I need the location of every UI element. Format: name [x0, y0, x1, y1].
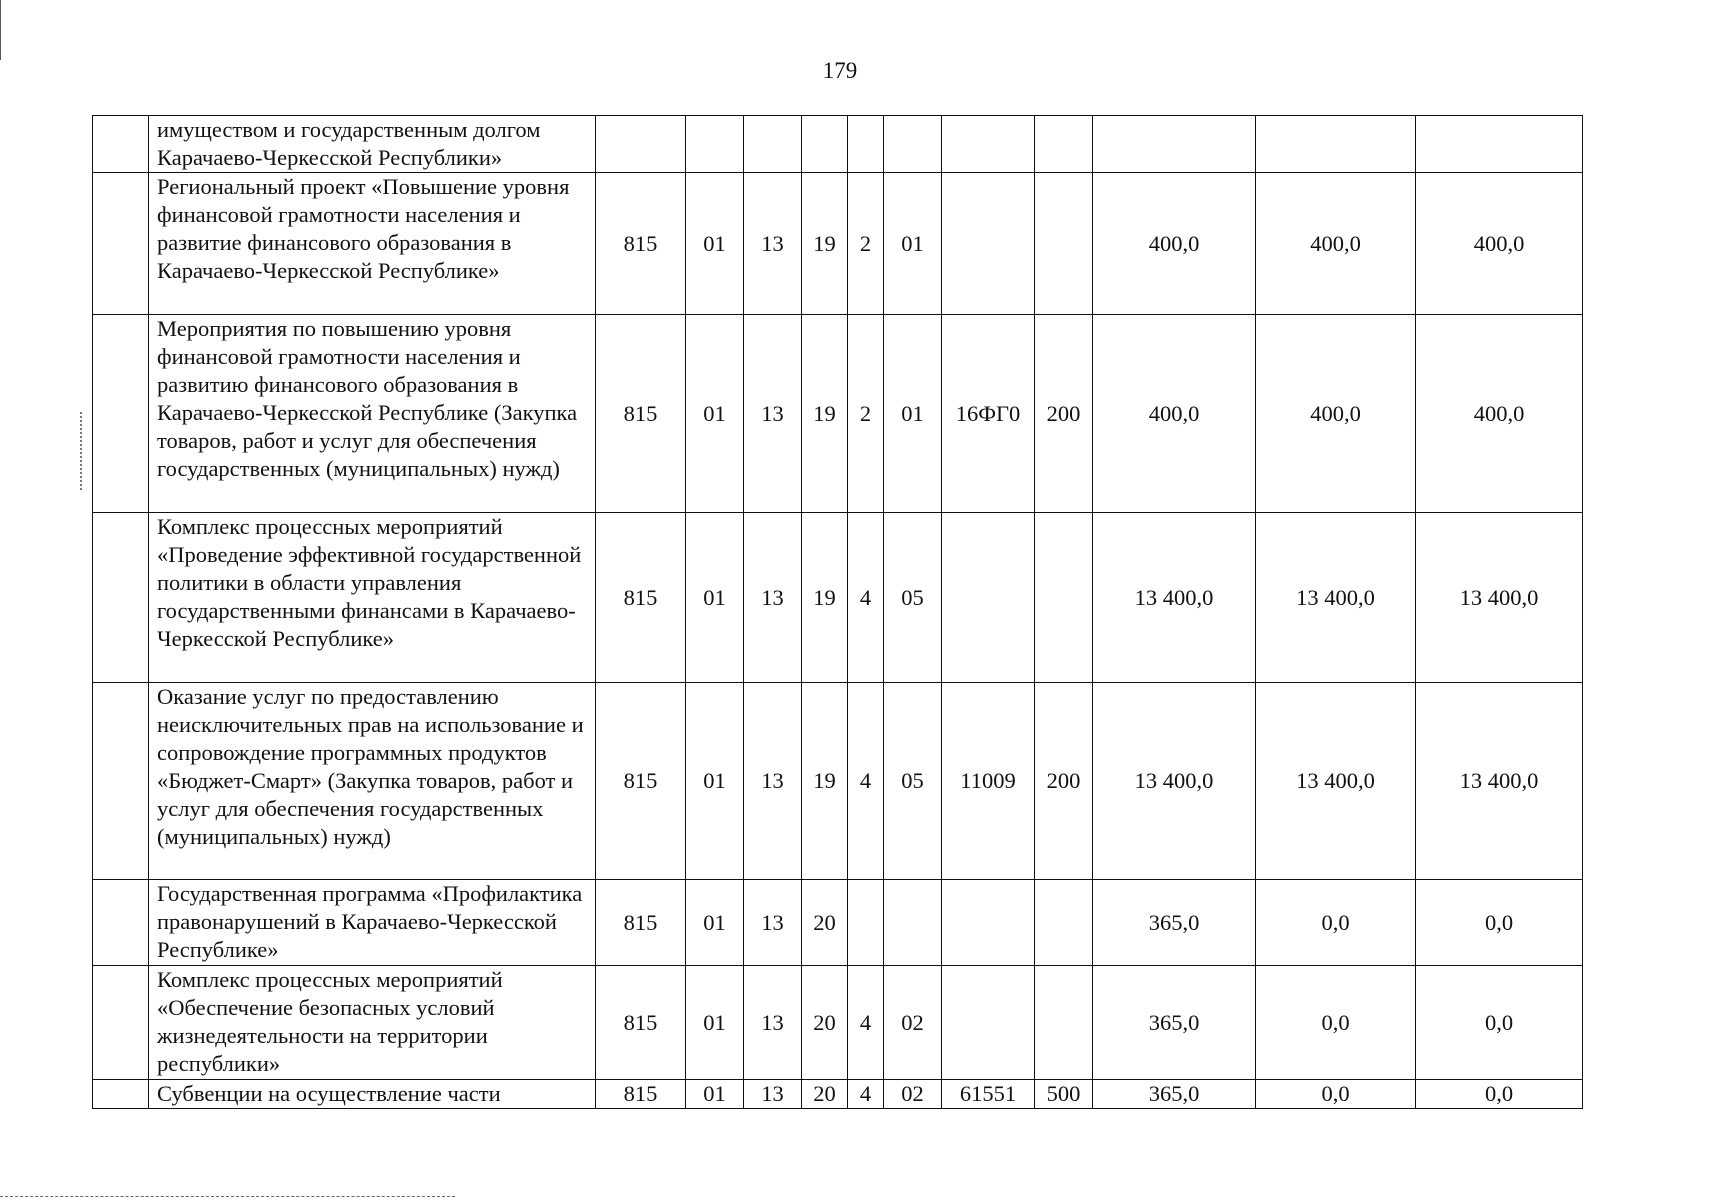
page-edge-line — [0, 0, 1, 60]
amount-cell: 0,0 — [1256, 880, 1416, 966]
code-cell: 13 — [744, 683, 802, 880]
table-row — [93, 966, 1583, 1080]
code-cell: 01 — [686, 1080, 744, 1109]
code-cell — [942, 880, 1035, 966]
row-name: Государственная программа «Профилактика правонарушений в Карачаево-Черкесской Республике» — [149, 880, 596, 966]
code-cell: 01 — [686, 683, 744, 880]
amount-cell: 0,0 — [1416, 966, 1583, 1080]
code-cell — [942, 966, 1035, 1080]
table-row — [93, 513, 1583, 683]
table-row — [93, 315, 1583, 513]
code-cell: 815 — [596, 173, 686, 315]
code-cell: 815 — [596, 1080, 686, 1109]
table-row — [93, 173, 1583, 315]
amount-cell: 400,0 — [1093, 173, 1256, 315]
amount-cell: 13 400,0 — [1416, 513, 1583, 683]
code-cell — [942, 116, 1035, 173]
code-cell — [1035, 173, 1093, 315]
code-cell — [884, 116, 942, 173]
code-cell: 2 — [848, 315, 884, 513]
code-cell: 05 — [884, 513, 942, 683]
code-cell: 19 — [802, 315, 848, 513]
amount-cell: 0,0 — [1416, 1080, 1583, 1109]
table-body — [93, 116, 1583, 1109]
row-name: Комплекс процессных мероприятий «Проведение эффективной государственной политики в области управления государственными финансами в Карачаево-Черкесской Республике» — [149, 513, 596, 683]
code-cell: 20 — [802, 880, 848, 966]
code-cell: 11009 — [942, 683, 1035, 880]
amount-cell: 400,0 — [1093, 315, 1256, 513]
code-cell — [802, 116, 848, 173]
index-cell — [93, 880, 149, 966]
index-cell — [93, 683, 149, 880]
amount-cell: 400,0 — [1416, 315, 1583, 513]
budget-table — [92, 115, 1583, 1109]
code-cell — [848, 880, 884, 966]
amount-cell: 13 400,0 — [1093, 683, 1256, 880]
code-cell: 4 — [848, 966, 884, 1080]
code-cell: 01 — [686, 966, 744, 1080]
amount-cell: 365,0 — [1093, 966, 1256, 1080]
code-cell: 4 — [848, 1080, 884, 1109]
amount-cell: 0,0 — [1416, 880, 1583, 966]
code-cell: 01 — [884, 315, 942, 513]
code-cell: 815 — [596, 966, 686, 1080]
code-cell: 815 — [596, 683, 686, 880]
code-cell: 200 — [1035, 683, 1093, 880]
row-name: имуществом и государственным долгом Карачаево-Черкесской Республики» — [149, 116, 596, 173]
footer-dashed-line — [0, 1196, 455, 1198]
code-cell: 13 — [744, 513, 802, 683]
code-cell: 815 — [596, 513, 686, 683]
code-cell — [942, 173, 1035, 315]
amount-cell — [1093, 116, 1256, 173]
amount-cell: 365,0 — [1093, 880, 1256, 966]
code-cell: 01 — [686, 315, 744, 513]
code-cell: 4 — [848, 683, 884, 880]
code-cell: 02 — [884, 1080, 942, 1109]
row-name: Оказание услуг по предоставлению неисключительных прав на использование и сопровождение программных продуктов «Бюджет-Смарт» (Закупка товаров, работ и услуг для обеспечения государственных (муниципальных) нужд) — [149, 683, 596, 880]
code-cell — [848, 116, 884, 173]
code-cell: 13 — [744, 315, 802, 513]
code-cell — [1035, 966, 1093, 1080]
code-cell: 13 — [744, 173, 802, 315]
amount-cell: 400,0 — [1256, 173, 1416, 315]
code-cell: 01 — [686, 880, 744, 966]
code-cell: 2 — [848, 173, 884, 315]
code-cell — [884, 880, 942, 966]
code-cell: 16ФГ0 — [942, 315, 1035, 513]
table-row — [93, 1080, 1583, 1109]
row-name: Комплекс процессных мероприятий «Обеспечение безопасных условий жизнедеятельности на территории республики» — [149, 966, 596, 1080]
code-cell — [686, 116, 744, 173]
index-cell — [93, 513, 149, 683]
code-cell: 13 — [744, 880, 802, 966]
code-cell: 19 — [802, 173, 848, 315]
code-cell: 05 — [884, 683, 942, 880]
amount-cell — [1256, 116, 1416, 173]
index-cell — [93, 315, 149, 513]
index-cell — [93, 1080, 149, 1109]
amount-cell: 400,0 — [1256, 315, 1416, 513]
table-row — [93, 683, 1583, 880]
code-cell: 02 — [884, 966, 942, 1080]
code-cell: 20 — [802, 966, 848, 1080]
code-cell — [744, 116, 802, 173]
code-cell: 500 — [1035, 1080, 1093, 1109]
amount-cell: 13 400,0 — [1256, 513, 1416, 683]
code-cell: 19 — [802, 683, 848, 880]
code-cell — [1035, 116, 1093, 173]
code-cell — [596, 116, 686, 173]
code-cell: 61551 — [942, 1080, 1035, 1109]
amount-cell: 365,0 — [1093, 1080, 1256, 1109]
code-cell: 815 — [596, 315, 686, 513]
code-cell: 4 — [848, 513, 884, 683]
code-cell: 01 — [686, 173, 744, 315]
table-row — [93, 880, 1583, 966]
code-cell: 200 — [1035, 315, 1093, 513]
code-cell: 13 — [744, 1080, 802, 1109]
code-cell: 815 — [596, 880, 686, 966]
row-name: Субвенции на осуществление части — [149, 1080, 596, 1109]
code-cell: 01 — [686, 513, 744, 683]
code-cell: 19 — [802, 513, 848, 683]
amount-cell — [1416, 116, 1583, 173]
index-cell — [93, 116, 149, 173]
code-cell — [1035, 513, 1093, 683]
code-cell — [942, 513, 1035, 683]
row-name: Мероприятия по повышению уровня финансовой грамотности населения и развитию финансового образования в Карачаево-Черкесской Республике (Закупка товаров, работ и услуг для обеспечения государственных (муниципальных) нужд) — [149, 315, 596, 513]
table-row — [93, 116, 1583, 173]
index-cell — [93, 966, 149, 1080]
page-number: 179 — [822, 58, 858, 83]
amount-cell: 13 400,0 — [1256, 683, 1416, 880]
code-cell: 13 — [744, 966, 802, 1080]
amount-cell: 13 400,0 — [1093, 513, 1256, 683]
amount-cell: 400,0 — [1416, 173, 1583, 315]
row-name: Региональный проект «Повышение уровня финансовой грамотности населения и развитие финансового образования в Карачаево-Черкесской Республике» — [149, 173, 596, 315]
code-cell: 01 — [884, 173, 942, 315]
code-cell: 20 — [802, 1080, 848, 1109]
code-cell — [1035, 880, 1093, 966]
amount-cell: 13 400,0 — [1416, 683, 1583, 880]
amount-cell: 0,0 — [1256, 1080, 1416, 1109]
index-cell — [93, 173, 149, 315]
amount-cell: 0,0 — [1256, 966, 1416, 1080]
